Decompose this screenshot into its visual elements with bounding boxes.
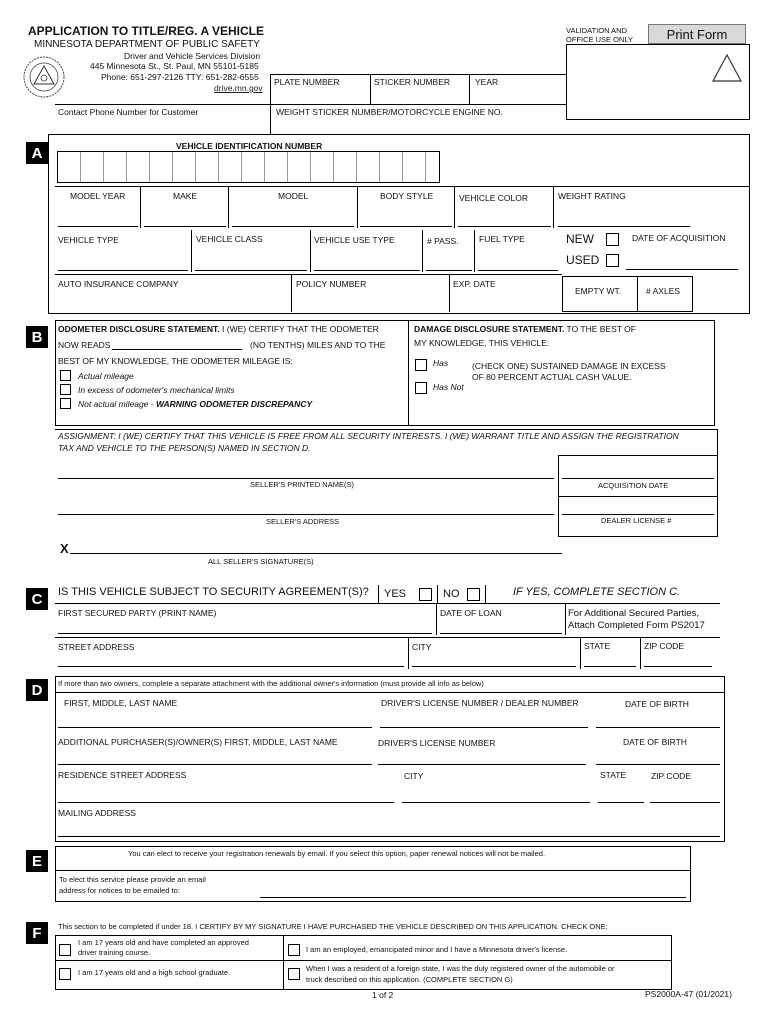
seller-address-label: SELLER'S ADDRESS — [266, 517, 340, 526]
section-c-marker: C — [26, 588, 48, 610]
seller-signature-line[interactable] — [70, 553, 562, 554]
additional-parties-text-1: For Additional Secured Parties, — [568, 608, 699, 619]
exp-date-label: EXP. DATE — [453, 279, 496, 289]
residence-city-label: CITY — [404, 771, 424, 781]
model-year-label: MODEL YEAR — [70, 191, 126, 201]
residence-zip-label: ZIP CODE — [651, 771, 691, 781]
actual-mileage-label: Actual mileage — [78, 371, 134, 381]
used-label: USED — [566, 253, 600, 267]
office-seal-icon — [710, 52, 744, 86]
emancipated-minor-checkbox[interactable] — [288, 944, 300, 956]
foreign-owner-label-2: truck described on this application. (COMPLETE SECTION G) — [306, 975, 513, 984]
email-elect-text-1: To elect this service please provide an email — [59, 875, 206, 884]
no-tenths-label: (NO TENTHS) MILES AND TO THE — [250, 340, 386, 350]
vehicle-use-type-label: VEHICLE USE TYPE — [314, 235, 395, 245]
seller-printed-name-label: SELLER'S PRINTED NAME(S) — [250, 480, 354, 489]
damage-knowledge-label: MY KNOWLEDGE, THIS VEHICLE: — [414, 338, 550, 348]
emancipated-minor-label: I am an employed, emancipated minor and I have a Minnesota driver's license. — [306, 945, 568, 954]
vin-label: VEHICLE IDENTIFICATION NUMBER — [176, 141, 323, 151]
new-checkbox[interactable] — [606, 233, 619, 246]
website-link[interactable]: drive.mn.gov — [214, 83, 263, 93]
cash-value-label: OF 80 PERCENT ACTUAL CASH VALUE. — [472, 372, 632, 382]
has-label: Has — [433, 358, 449, 368]
dl-dealer-number-label: DRIVER'S LICENSE NUMBER / DEALER NUMBER — [381, 698, 579, 708]
used-checkbox[interactable] — [606, 254, 619, 267]
owner-name-label: FIRST, MIDDLE, LAST NAME — [64, 698, 178, 708]
now-reads-label: NOW READS — [58, 340, 111, 350]
driver-training-checkbox[interactable] — [59, 944, 71, 956]
new-label: NEW — [566, 232, 594, 246]
contact-phone-label: Contact Phone Number for Customer — [58, 107, 199, 117]
zip-code-label: ZIP CODE — [644, 641, 684, 651]
assignment-text-1: ASSIGNMENT: I (WE) CERTIFY THAT THIS VEHICLE IS FREE FROM ALL SECURITY INTERESTS. I (WE) WARRANT TITLE AND ASSIGN THE REGISTRATION — [58, 431, 679, 441]
weight-sticker-label: WEIGHT STICKER NUMBER/MOTORCYCLE ENGINE NO. — [276, 107, 503, 117]
section-d-marker: D — [26, 679, 48, 701]
division-address: 445 Minnesota St., St. Paul, MN 55101-5185 — [90, 61, 259, 71]
email-renewal-text: You can elect to receive your registration renewals by email. If you select this option, paper renewal notices will not be mailed. — [128, 849, 546, 858]
section-e-marker: E — [26, 850, 48, 872]
office-use-label: OFFICE USE ONLY — [566, 35, 633, 44]
body-style-label: BODY STYLE — [380, 191, 434, 201]
section-b-marker: B — [26, 326, 48, 348]
state-label: STATE — [584, 641, 611, 651]
owner-dob-label: DATE OF BIRTH — [625, 699, 689, 709]
model-label: MODEL — [278, 191, 309, 201]
minor-certify-text: This section to be completed if under 18. I CERTIFY BY MY SIGNATURE I HAVE PURCHASED THE VEHICLE DESCRIBED ON THIS APPLICATION. CHECK ONE: — [58, 922, 608, 931]
first-secured-party-label: FIRST SECURED PARTY (PRINT NAME) — [58, 608, 217, 618]
residence-address-label: RESIDENCE STREET ADDRESS — [58, 770, 187, 780]
security-no-checkbox[interactable] — [467, 588, 480, 601]
assignment-text-2: TAX AND VEHICLE TO THE PERSON(S) NAMED IN SECTION D. — [58, 443, 311, 453]
vehicle-class-label: VEHICLE CLASS — [196, 234, 263, 244]
email-address-input[interactable] — [260, 897, 686, 898]
auto-insurance-label: AUTO INSURANCE COMPANY — [58, 279, 179, 289]
page-number: 1 of 2 — [372, 990, 394, 1000]
fuel-type-label: FUEL TYPE — [479, 234, 525, 244]
signature-x-mark: X — [60, 541, 69, 556]
high-school-graduate-label: I am 17 years old and a high school graduate. — [78, 968, 231, 977]
street-address-label: STREET ADDRESS — [58, 642, 135, 652]
vehicle-color-label: VEHICLE COLOR — [459, 193, 528, 203]
foreign-owner-label-1: When I was a resident of a foreign state, I was the duly registered owner of the automobile or — [306, 964, 615, 973]
vehicle-type-label: VEHICLE TYPE — [58, 235, 119, 245]
passenger-count-label: # PASS. — [427, 236, 459, 246]
yes-label: YES — [384, 588, 407, 600]
odometer-statement-title: ODOMETER DISCLOSURE STATEMENT. I (WE) CERTIFY THAT THE ODOMETER — [58, 324, 379, 334]
not-actual-mileage-checkbox[interactable] — [60, 398, 71, 409]
axles-label: # AXLES — [646, 286, 681, 296]
damage-statement-title: DAMAGE DISCLOSURE STATEMENT. TO THE BEST OF — [414, 324, 636, 334]
high-school-graduate-checkbox[interactable] — [59, 968, 71, 980]
validation-label: VALIDATION AND — [566, 26, 627, 35]
weight-rating-label: WEIGHT RATING — [558, 191, 626, 201]
form-title: APPLICATION TO TITLE/REG. A VEHICLE — [28, 24, 265, 38]
additional-dl-label: DRIVER'S LICENSE NUMBER — [378, 738, 496, 748]
foreign-owner-checkbox[interactable] — [288, 968, 300, 980]
additional-dob-label: DATE OF BIRTH — [623, 737, 687, 747]
section-f-marker: F — [26, 922, 48, 944]
has-damage-checkbox[interactable] — [415, 359, 427, 371]
department-name: MINNESOTA DEPARTMENT OF PUBLIC SAFETY — [34, 39, 260, 50]
security-agreement-question: IS THIS VEHICLE SUBJECT TO SECURITY AGREEMENT(S)? — [58, 586, 369, 598]
empty-weight-label: EMPTY WT. — [575, 286, 622, 296]
policy-number-label: POLICY NUMBER — [296, 279, 367, 289]
state-seal-icon — [22, 55, 66, 99]
city-label: CITY — [412, 642, 432, 652]
actual-mileage-checkbox[interactable] — [60, 370, 71, 381]
make-label: MAKE — [173, 191, 198, 201]
mailing-address-label: MAILING ADDRESS — [58, 808, 136, 818]
acquisition-date-label: ACQUISITION DATE — [598, 481, 669, 490]
plate-number-label: PLATE NUMBER — [274, 77, 340, 87]
additional-parties-text-2: Attach Completed Form PS2017 — [568, 620, 705, 631]
best-knowledge-label: BEST OF MY KNOWLEDGE, THE ODOMETER MILEAGE IS: — [58, 356, 293, 366]
not-actual-mileage-label: Not actual mileage - WARNING ODOMETER DISCREPANCY — [78, 399, 313, 409]
division-phone: Phone: 651-297-2126 TTY: 651-282-6555 — [101, 72, 259, 82]
form-id: PS2000A-47 (01/2021) — [645, 989, 732, 999]
driver-training-label-1: I am 17 years old and have completed an approved — [78, 938, 249, 947]
if-yes-instruction: IF YES, COMPLETE SECTION C. — [513, 586, 681, 598]
seller-signature-label: ALL SELLER'S SIGNATURE(S) — [208, 557, 314, 566]
check-one-label: (CHECK ONE) SUSTAINED DAMAGE IN EXCESS — [472, 361, 666, 371]
date-acquisition-label: DATE OF ACQUISITION — [632, 233, 726, 243]
driver-training-label-2: driver training course. — [78, 948, 151, 957]
additional-owner-label: ADDITIONAL PURCHASER(S)/OWNER(S) FIRST, MIDDLE, LAST NAME — [58, 737, 338, 747]
odometer-reading-input[interactable] — [112, 349, 242, 350]
date-of-loan-label: DATE OF LOAN — [440, 608, 502, 618]
sticker-number-label: STICKER NUMBER — [374, 77, 451, 87]
dealer-license-label: DEALER LICENSE # — [601, 516, 672, 525]
has-not-damage-checkbox[interactable] — [415, 382, 427, 394]
print-form-button[interactable]: Print Form — [648, 24, 746, 44]
has-not-label: Has Not — [433, 382, 464, 392]
section-a-marker: A — [26, 142, 48, 164]
excess-mileage-label: In excess of odometer's mechanical limits — [78, 385, 235, 395]
division-name: Driver and Vehicle Services Division — [124, 51, 261, 61]
no-label: NO — [443, 588, 460, 600]
residence-state-label: STATE — [600, 770, 627, 780]
security-yes-checkbox[interactable] — [419, 588, 432, 601]
owners-note: If more than two owners, complete a separate attachment with the additional owner's information (must provide all info as below) — [58, 679, 484, 688]
email-elect-text-2: address for notices to be emailed to: — [59, 886, 180, 895]
year-label: YEAR — [475, 77, 499, 87]
excess-mileage-checkbox[interactable] — [60, 384, 71, 395]
